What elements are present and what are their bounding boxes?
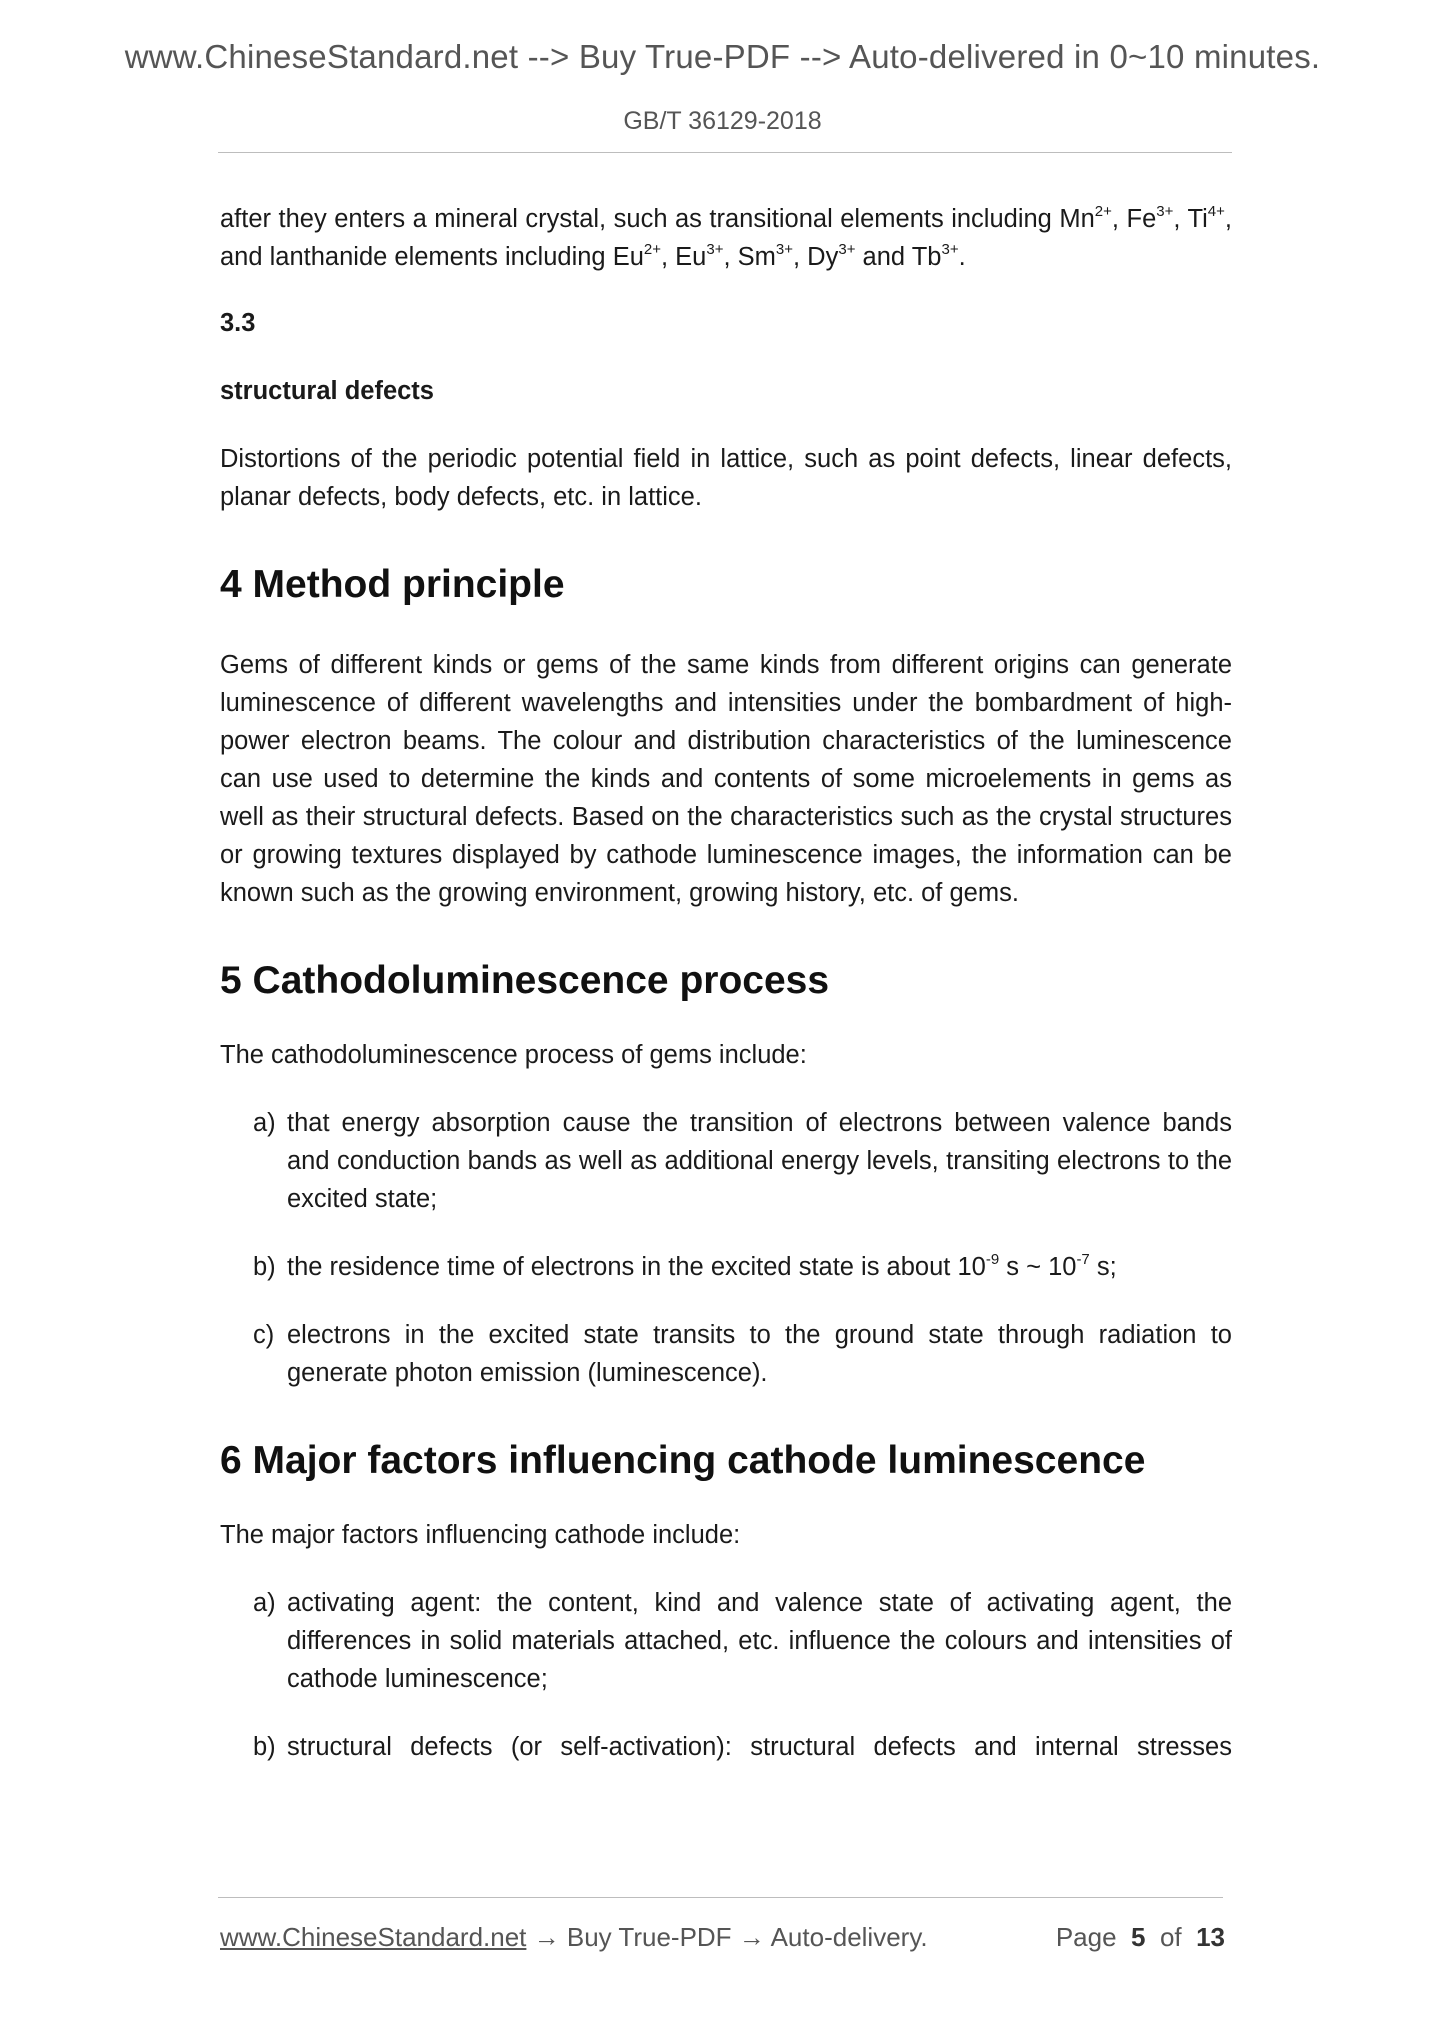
section-heading-5: 5 Cathodoluminescence process [220,959,830,1002]
list-text: electrons in the excited state transits to the ground state through radiation to generate photon emission (luminescence). [287,1321,1232,1387]
arrow-icon: → [526,1922,567,1952]
intro-text: . [958,243,966,271]
page-content [220,200,1232,1766]
document-id: GB/T 36129-2018 [623,107,822,135]
list-text: that energy absorption cause the transition of electrons between valence bands and conduction bands as well as additional energy levels, transiting electrons to the excited state; [287,1109,1232,1213]
intro-text: , Ti [1173,205,1208,233]
site-banner: www.ChineseStandard.net --> Buy True-PDF --> Auto-delivered in 0~10 minutes. [124,38,1321,75]
list-text [287,1248,1232,1286]
superscript: 3+ [941,240,959,258]
intro-text: , Dy [793,243,839,271]
superscript: 3+ [775,240,794,258]
footer-divider [218,1897,1223,1898]
superscript: 3+ [1156,202,1174,220]
superscript: -7 [1076,1250,1090,1268]
delivery-text: Auto-delivery. [770,1922,928,1952]
header-divider [218,152,1232,153]
site-link[interactable]: www.ChineseStandard.net [220,1922,527,1952]
superscript: -9 [985,1250,1000,1268]
list-label: a) [253,1109,276,1137]
list-label: a) [253,1589,276,1617]
intro-text: , Fe [1111,205,1157,233]
list-text-part: s; [1089,1253,1117,1281]
section-heading-6: 6 Major factors influencing cathode luminescence [220,1439,1146,1482]
buy-text: Buy True-PDF [566,1922,732,1952]
section-4-body: Gems of different kinds or gems of the same kinds from different origins can generate luminescence of different wavelengths and intensities under the bombardment of high-power electron beams. The colour and distribution characteristics of the luminescence can use used to determine the kinds and contents of some microelements in gems as well as their structural defects. Based on the characteristics such as the crystal structures or growing textures displayed by cathode luminescence images, the information can be known such as the growing environment, growing history, etc. of gems. [220,651,1232,907]
arrow-icon: → [731,1922,771,1952]
footer-promo [220,1922,928,1953]
intro-text: , Sm [723,243,776,271]
list-text-part: the residence time of electrons in the excited state is about 10 [287,1253,986,1281]
list-label: b) [253,1253,276,1281]
intro-text: , Eu [661,243,707,271]
intro-paragraph [220,200,1232,276]
list-item [220,1584,1232,1698]
term-definition: Distortions of the periodic potential field in lattice, such as point defects, linear defects, planar defects, body defects, etc. in lattice. [220,445,1232,511]
list-text: structural defects (or self-activation): structural defects and internal stresses [287,1733,1232,1761]
list-label: b) [253,1733,276,1761]
list-text: activating agent: the content, kind and valence state of activating agent, the differences in solid materials attached, etc. influence the colours and intensities of cathode luminescence; [287,1589,1232,1693]
of-word: of [1159,1922,1182,1952]
superscript: 4+ [1207,202,1225,220]
list-item [220,1728,1232,1766]
superscript: 2+ [1094,202,1112,220]
superscript: 3+ [838,240,856,258]
section-5-intro: The cathodoluminescence process of gems include: [220,1041,807,1069]
page-indicator [1056,1922,1225,1953]
section-heading-4: 4 Method principle [220,563,565,606]
superscript: 2+ [643,240,661,258]
superscript: 3+ [706,240,724,258]
list-item [220,1104,1232,1218]
list-item [220,1248,1232,1286]
clause-number: 3.3 [220,309,256,337]
term-title: structural defects [220,377,434,405]
section-6-intro: The major factors influencing cathode include: [220,1521,741,1549]
intro-text: , and lanthanide elements including Eu [220,205,1232,271]
page-word: Page [1055,1922,1117,1952]
list-label: c) [253,1321,275,1349]
list-text-part: s ~ 10 [999,1253,1077,1281]
intro-text: and Tb [855,243,942,271]
intro-text: after they enters a mineral crystal, such as transitional elements including Mn [220,205,1095,233]
list-item [220,1316,1232,1392]
page-number: 5 [1131,1922,1146,1952]
page-total: 13 [1196,1922,1225,1952]
